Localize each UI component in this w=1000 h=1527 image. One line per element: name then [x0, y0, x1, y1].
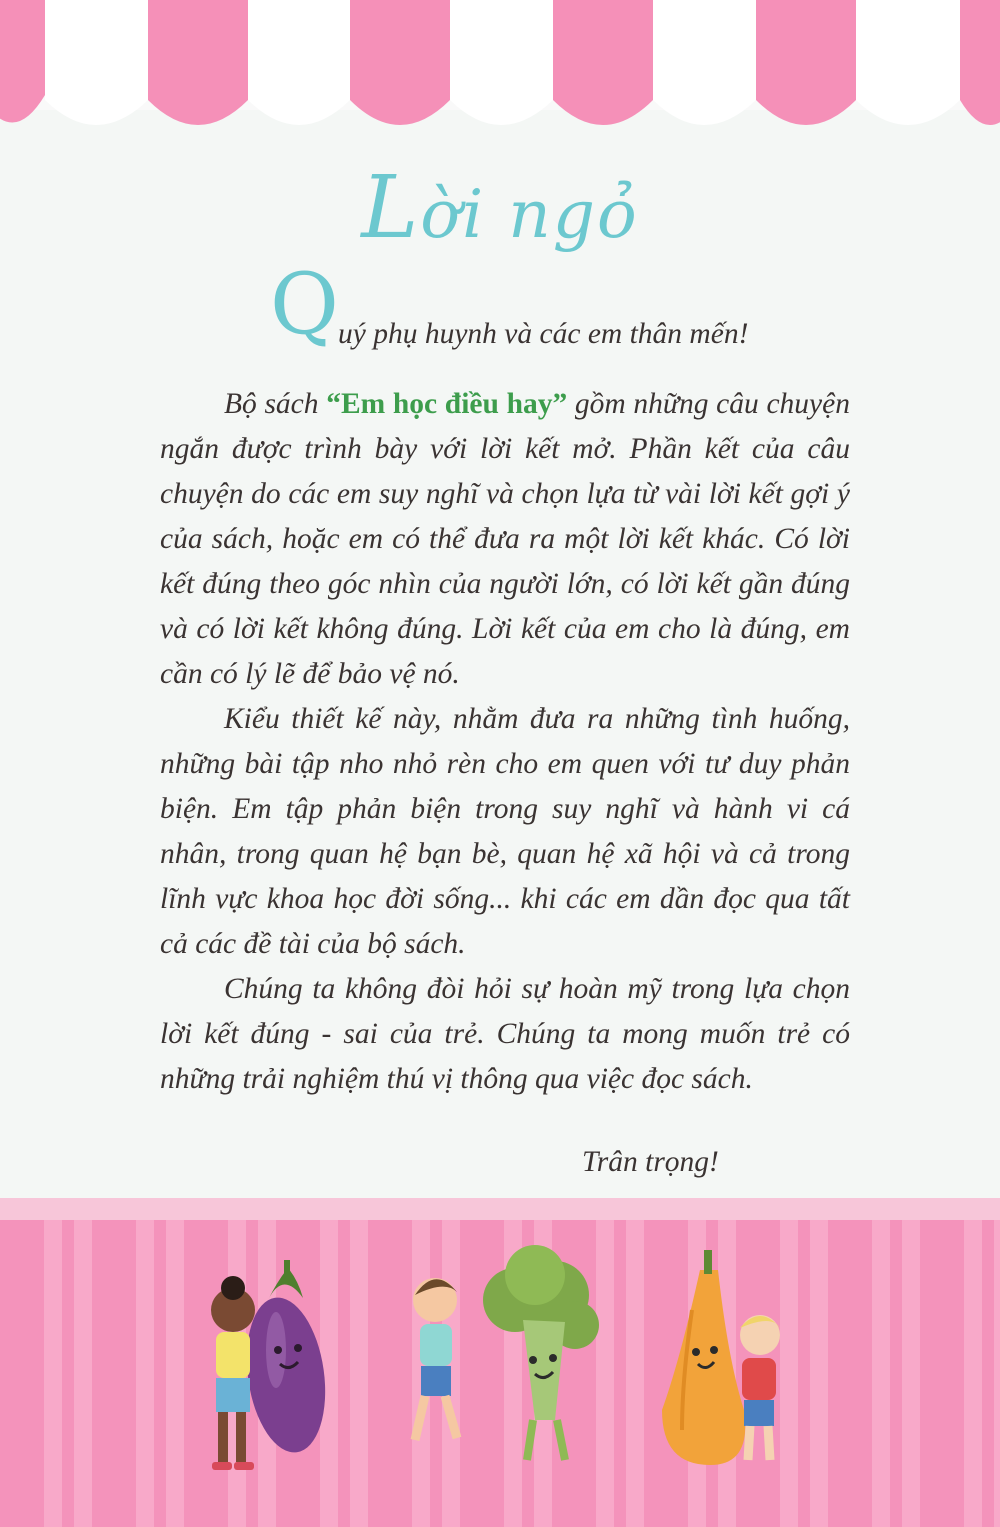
greeting	[160, 255, 850, 382]
paragraph-1-rest: gồm những câu chuyện ngắn được trình bày với lời kết mở. Phần kết của câu chuyện do các em suy nghĩ và chọn lựa từ vài lời kết gợi ý của sách, hoặc em có thể đưa ra một lời kết khác. Có lời kết đúng theo góc nhìn của người lớn, có lời kết gần đúng và có lời kết không đúng. Lời kết của em cho là đúng, em cần có lý lẽ để bảo vệ nó.	[160, 388, 850, 690]
dropcap: Q	[270, 255, 339, 353]
pumpkin-boy-illustration	[652, 1240, 792, 1480]
signoff: Trân trọng!	[582, 1146, 719, 1178]
paragraph-3: Chúng ta không đòi hỏi sự hoàn mỹ trong lựa chọn lời kết đúng - sai của trẻ. Chúng ta mong muốn trẻ có những trải nghiệm thú vị thông qua việc đọc sách.	[160, 973, 850, 1095]
awning-top	[0, 0, 1000, 150]
greeting-text: uý phụ huynh và các em thân mến!	[338, 318, 749, 350]
paragraph-2: Kiểu thiết kế này, nhằm đưa ra những tình huống, những bài tập nho nhỏ rèn cho em quen với tư duy phản biện. Em tập phản biện trong suy nghĩ và hành vi cá nhân, trong quan hệ bạn bè, quan hệ xã hội và cả trong lĩnh vực khoa học đời sống... khi các em dần đọc qua tất cả các đề tài của bộ sách.	[160, 703, 850, 960]
eggplant-girl-illustration	[198, 1240, 358, 1480]
page-title	[0, 158, 1000, 258]
title-rest: ời ngỏ	[420, 176, 639, 253]
book-series-title: “Em học điều hay”	[326, 388, 568, 420]
broccoli-boy-illustration	[405, 1240, 605, 1480]
body-text	[160, 255, 850, 1102]
paragraph-1-start: Bộ sách	[224, 388, 327, 420]
title-initial: L	[361, 158, 421, 258]
paragraph-1	[160, 382, 850, 697]
